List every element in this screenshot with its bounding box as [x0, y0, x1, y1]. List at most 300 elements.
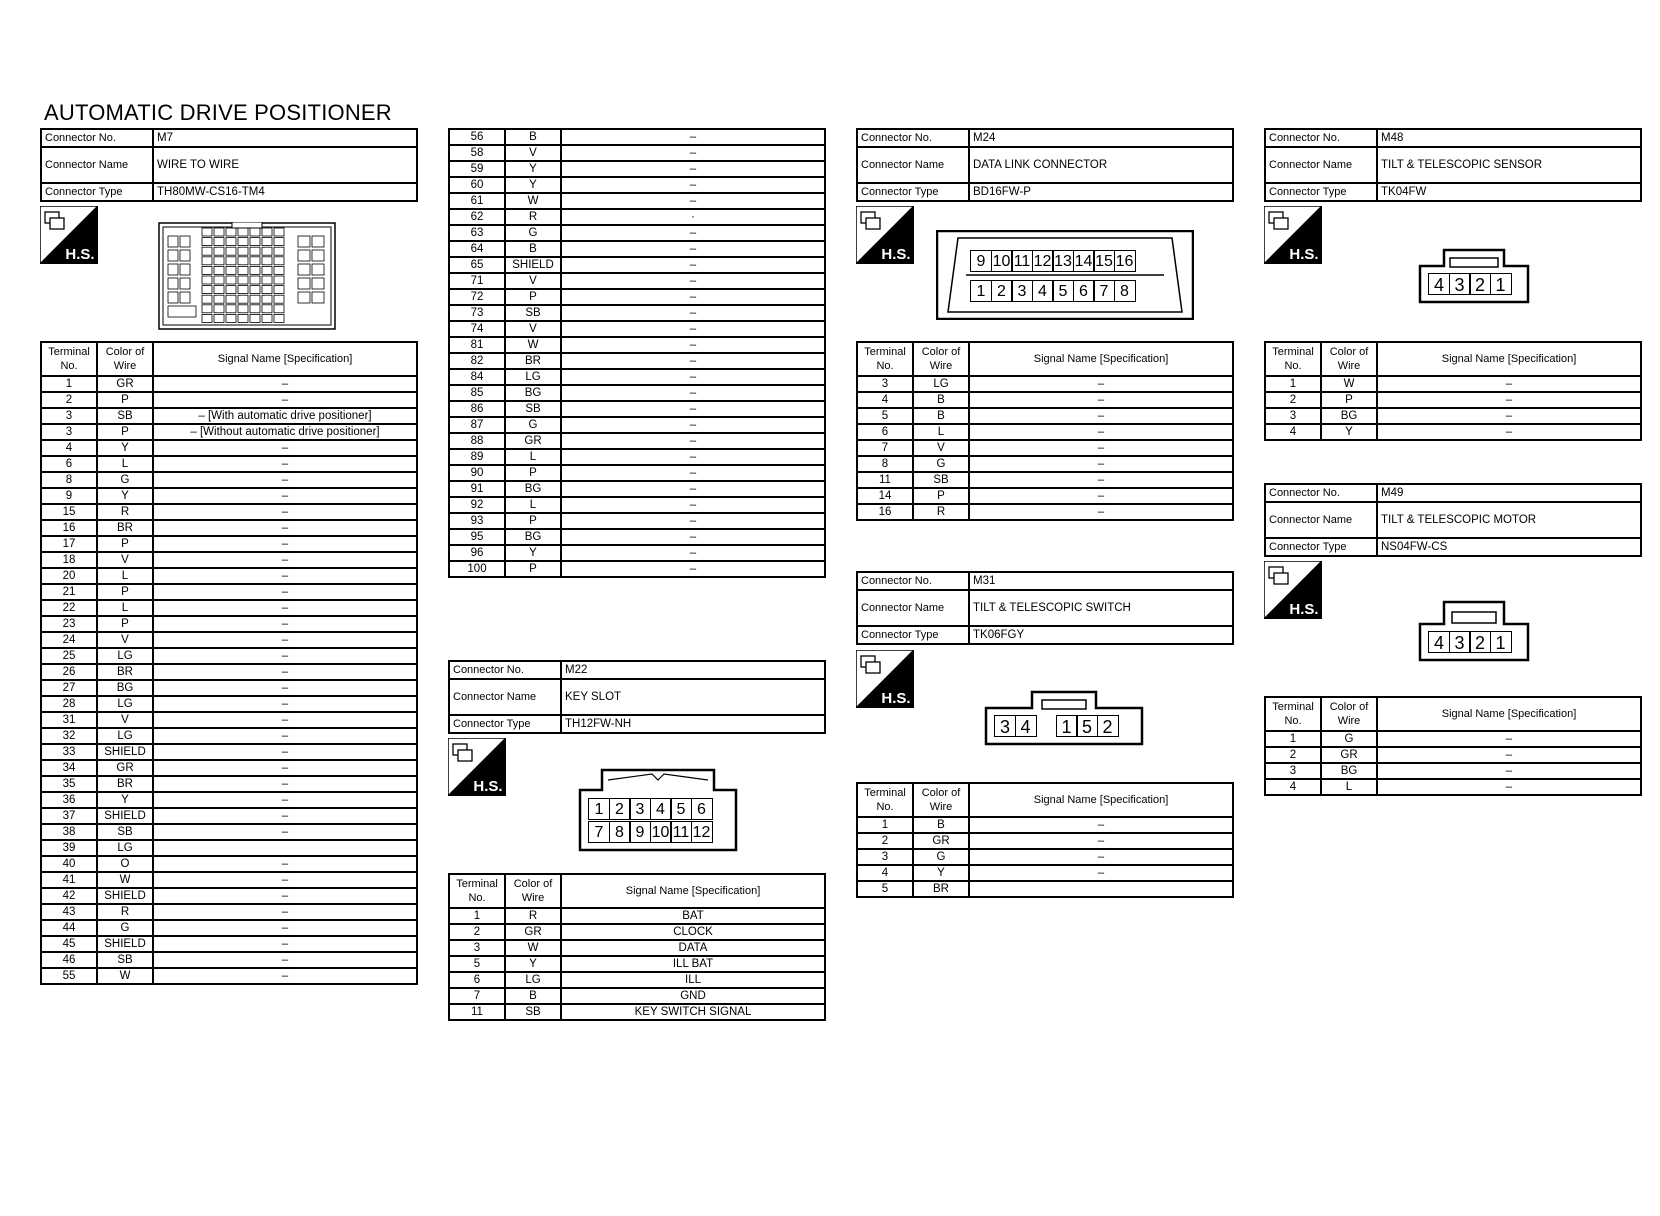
terminal-row [41, 520, 417, 536]
terminal-row [41, 536, 417, 552]
m48-header-table [1264, 128, 1642, 202]
signal-name: – [153, 456, 417, 472]
terminal-no: 35 [41, 776, 97, 792]
signal-name: – [1377, 392, 1641, 408]
signal-name: – [561, 225, 825, 241]
terminal-no: 7 [449, 988, 505, 1004]
signal-name: – [153, 792, 417, 808]
m22-connector [448, 660, 826, 734]
terminal-no: 6 [857, 424, 913, 440]
terminal-row [41, 552, 417, 568]
wire-color: LG [97, 840, 153, 856]
terminal-no: 2 [41, 392, 97, 408]
m7-terminal-table-a [40, 341, 418, 985]
wire-color: P [1321, 392, 1377, 408]
terminal-no: 3 [857, 849, 913, 865]
terminal-no: 24 [41, 632, 97, 648]
wire-color: SHIELD [97, 744, 153, 760]
terminal-row [857, 440, 1233, 456]
wire-color: V [97, 632, 153, 648]
wire-color: L [97, 456, 153, 472]
terminal-no: 32 [41, 728, 97, 744]
terminal-no: 65 [449, 257, 505, 273]
signal-name-header: Signal Name [Specification] [1377, 342, 1641, 376]
terminal-row [41, 904, 417, 920]
terminal-no: 3 [1265, 408, 1321, 424]
signal-name: – [561, 417, 825, 433]
m7-pin-cell [250, 276, 260, 284]
terminal-row [449, 241, 825, 257]
terminal-row [449, 529, 825, 545]
signal-name: – [153, 936, 417, 952]
m31-header-table [856, 571, 1234, 645]
connector-pin: 4 [650, 798, 672, 820]
terminal-row [857, 408, 1233, 424]
signal-name: CLOCK [561, 924, 825, 940]
m31-connector-face-diagram [984, 690, 1144, 746]
terminal-no: 91 [449, 481, 505, 497]
wire-color: G [913, 849, 969, 865]
m49-header-table [1264, 483, 1642, 557]
m7-pin-cell [298, 250, 310, 261]
wire-color: GR [1321, 747, 1377, 763]
m7-pin-cell [214, 238, 224, 246]
wire-color: GR [505, 924, 561, 940]
signal-name: – [561, 305, 825, 321]
terminal-row [41, 920, 417, 936]
terminal-row [1265, 408, 1641, 424]
wire-color: V [505, 273, 561, 289]
signal-name: – [969, 424, 1233, 440]
terminal-no: 42 [41, 888, 97, 904]
m7-pin-cell [214, 228, 224, 236]
m49-connector-face-diagram [1418, 600, 1530, 662]
m7-pin-cell [214, 295, 224, 303]
signal-name: – [561, 369, 825, 385]
terminal-no: 4 [1265, 779, 1321, 795]
terminal-row [449, 481, 825, 497]
connector-name-label: Connector Name [449, 679, 561, 715]
terminal-row [857, 504, 1233, 520]
wire-color: Y [505, 177, 561, 193]
terminal-row [449, 972, 825, 988]
signal-name: – [561, 529, 825, 545]
terminal-row [449, 273, 825, 289]
terminal-row [857, 865, 1233, 881]
terminal-row [449, 321, 825, 337]
terminal-row [41, 392, 417, 408]
m24-terminal-table [856, 341, 1234, 521]
wire-color: BG [505, 385, 561, 401]
connector-name-label: Connector Name [857, 590, 969, 626]
wire-color: Y [97, 488, 153, 504]
page-title: AUTOMATIC DRIVE POSITIONER [44, 100, 392, 125]
m7-pin-cell [226, 238, 236, 246]
wire-color: BR [913, 881, 969, 897]
terminal-row [449, 193, 825, 209]
terminal-no: 31 [41, 712, 97, 728]
wire-color: Y [913, 865, 969, 881]
signal-name: – [561, 177, 825, 193]
terminal-row [857, 376, 1233, 392]
m31-connector-type: TK06FGY [969, 626, 1233, 644]
connector-type-label: Connector Type [449, 715, 561, 733]
terminal-no: 71 [449, 273, 505, 289]
wire-color: BG [1321, 763, 1377, 779]
m7-pin-cell [238, 286, 248, 294]
m7-pin-cell [250, 286, 260, 294]
terminal-no: 2 [857, 833, 913, 849]
terminal-row [41, 664, 417, 680]
terminal-no: 5 [449, 956, 505, 972]
m7-pin-cell [168, 236, 178, 247]
connector-no-label: Connector No. [1265, 129, 1377, 147]
m7-pin-cell [274, 266, 284, 274]
terminal-row [449, 209, 825, 225]
m7-pin-cell [298, 264, 310, 275]
signal-name: – [153, 952, 417, 968]
wire-color: P [505, 513, 561, 529]
connector-pin: 14 [1073, 250, 1095, 272]
m24-connector-type: BD16FW-P [969, 183, 1233, 201]
terminal-row [449, 385, 825, 401]
wire-color: G [505, 417, 561, 433]
signal-name-header: Signal Name [Specification] [561, 874, 825, 908]
terminal-no: 82 [449, 353, 505, 369]
m7-pin-cell [168, 250, 178, 261]
connector-pin: 1 [1056, 715, 1078, 737]
connector-pin: 7 [1093, 280, 1115, 302]
signal-name: – [153, 568, 417, 584]
wire-color: LG [505, 972, 561, 988]
terminal-row [449, 145, 825, 161]
signal-name: – [969, 440, 1233, 456]
signal-name-header: Signal Name [Specification] [153, 342, 417, 376]
m7-pin-cell [250, 257, 260, 265]
terminal-row [449, 257, 825, 273]
terminal-no: 39 [41, 840, 97, 856]
terminal-no: 46 [41, 952, 97, 968]
signal-name: – [153, 616, 417, 632]
signal-name: – [561, 433, 825, 449]
signal-name: – [153, 680, 417, 696]
terminal-no: 8 [857, 456, 913, 472]
terminal-row [449, 1004, 825, 1020]
m7-pin-cell [274, 257, 284, 265]
wire-color: W [505, 940, 561, 956]
m7-terminal-table-b [448, 128, 826, 578]
signal-name-header: Signal Name [Specification] [969, 342, 1233, 376]
m24-connector [856, 128, 1234, 202]
wire-color: BR [97, 776, 153, 792]
wire-color: GR [97, 376, 153, 392]
m49-connector-name: TILT & TELESCOPIC MOTOR [1377, 502, 1641, 538]
terminal-row [41, 376, 417, 392]
wire-color: G [913, 456, 969, 472]
m7-connector-type: TH80MW-CS16-TM4 [153, 183, 417, 201]
signal-name: – [561, 561, 825, 577]
color-of-wire-header: Color of Wire [1321, 342, 1377, 376]
terminal-no: 11 [857, 472, 913, 488]
terminal-row [41, 824, 417, 840]
m7-pin-cell [238, 314, 248, 322]
terminal-row [449, 465, 825, 481]
wire-color: V [505, 321, 561, 337]
m7-pin-cell [202, 286, 212, 294]
terminal-row [449, 305, 825, 321]
m24-connector-face-diagram [936, 230, 1194, 320]
m7-pin-cell [202, 247, 212, 255]
terminal-no: 36 [41, 792, 97, 808]
m24-connector-no: M24 [969, 129, 1233, 147]
m7-pin-cell [180, 278, 190, 289]
terminal-no: 14 [857, 488, 913, 504]
connector-pin: 3 [629, 798, 651, 820]
terminal-row [449, 561, 825, 577]
connector-type-label: Connector Type [1265, 183, 1377, 201]
m22-terminal-table [448, 873, 826, 1021]
terminal-no: 38 [41, 824, 97, 840]
signal-name: ILL BAT [561, 956, 825, 972]
terminal-no: 6 [449, 972, 505, 988]
signal-name: – [561, 481, 825, 497]
m7-pin-cell [226, 266, 236, 274]
terminal-no: 17 [41, 536, 97, 552]
connector-type-label: Connector Type [41, 183, 153, 201]
wire-color: L [1321, 779, 1377, 795]
terminal-no: 4 [1265, 424, 1321, 440]
connector-pin: 1 [1490, 273, 1512, 295]
signal-name: BAT [561, 908, 825, 924]
signal-name: – [1377, 424, 1641, 440]
signal-name: – [561, 545, 825, 561]
terminal-row [449, 401, 825, 417]
wire-color: L [505, 497, 561, 513]
wire-color: SHIELD [97, 808, 153, 824]
connector-no-label: Connector No. [449, 661, 561, 679]
m7-pin-cell [262, 266, 272, 274]
m7-pin-cell [180, 250, 190, 261]
terminal-row [449, 353, 825, 369]
m7-pin-cell [274, 314, 284, 322]
wire-color: V [97, 712, 153, 728]
signal-name: – [561, 289, 825, 305]
hs-harness-side-icon [1264, 561, 1322, 619]
signal-name-header: Signal Name [Specification] [1377, 697, 1641, 731]
terminal-no: 88 [449, 433, 505, 449]
terminal-row [41, 808, 417, 824]
hs-label: H.S. [65, 246, 95, 263]
signal-name: – [153, 632, 417, 648]
signal-name: – [153, 552, 417, 568]
terminal-no: 2 [1265, 392, 1321, 408]
hs-harness-side-icon [1264, 206, 1322, 264]
signal-name: – [153, 600, 417, 616]
connector-pin: 15 [1093, 250, 1115, 272]
terminal-row [449, 908, 825, 924]
signal-name [969, 881, 1233, 897]
m49-connector-type: NS04FW-CS [1377, 538, 1641, 556]
signal-name [153, 840, 417, 856]
terminal-row [449, 545, 825, 561]
terminal-row [857, 849, 1233, 865]
wire-color: R [97, 904, 153, 920]
wire-color: SHIELD [97, 888, 153, 904]
wire-color: BG [505, 481, 561, 497]
connector-pin: 12 [691, 821, 713, 843]
m7-pin-cell [250, 266, 260, 274]
signal-name: – [153, 440, 417, 456]
wire-color: R [505, 209, 561, 225]
m22-connector-type: TH12FW-NH [561, 715, 825, 733]
connector-pin: 2 [1469, 631, 1491, 653]
terminal-no: 16 [857, 504, 913, 520]
m7-pin-cell [202, 266, 212, 274]
terminal-no-header: Terminal No. [449, 874, 505, 908]
terminal-row [41, 776, 417, 792]
terminal-row [41, 408, 417, 424]
wire-color: B [913, 408, 969, 424]
terminal-row [41, 952, 417, 968]
wire-color: BR [97, 520, 153, 536]
m7-pin-cell [274, 276, 284, 284]
wire-color: LG [505, 369, 561, 385]
terminal-row [41, 632, 417, 648]
wire-color: SHIELD [97, 936, 153, 952]
signal-name: – [153, 712, 417, 728]
m31-connector-name: TILT & TELESCOPIC SWITCH [969, 590, 1233, 626]
terminal-no: 2 [449, 924, 505, 940]
signal-name: – [969, 472, 1233, 488]
connector-pin: 8 [609, 821, 631, 843]
m7-pin-cell [202, 257, 212, 265]
signal-name: – [153, 968, 417, 984]
terminal-no: 1 [41, 376, 97, 392]
terminal-row [41, 488, 417, 504]
terminal-row [1265, 731, 1641, 747]
m48-connector-face-diagram [1418, 248, 1530, 304]
m7-pin-cell [168, 306, 196, 317]
terminal-no: 27 [41, 680, 97, 696]
wire-color: SB [97, 952, 153, 968]
signal-name: – [153, 504, 417, 520]
connector-pin: 10 [650, 821, 672, 843]
m49-connector [1264, 483, 1642, 557]
m7-header-table [40, 128, 418, 202]
signal-name-header: Signal Name [Specification] [969, 783, 1233, 817]
wire-color: G [97, 920, 153, 936]
terminal-no: 1 [1265, 376, 1321, 392]
signal-name: – [153, 472, 417, 488]
terminal-no: 6 [41, 456, 97, 472]
wire-color: V [97, 552, 153, 568]
wire-color: W [505, 337, 561, 353]
signal-name: ILL [561, 972, 825, 988]
terminal-row [449, 988, 825, 1004]
connector-type-label: Connector Type [857, 183, 969, 201]
terminal-no: 81 [449, 337, 505, 353]
m22-connector-no: M22 [561, 661, 825, 679]
terminal-row [857, 833, 1233, 849]
connector-pin: 2 [1097, 715, 1119, 737]
terminal-no: 56 [449, 129, 505, 145]
m7-pin-cell [238, 295, 248, 303]
m22-header-table [448, 660, 826, 734]
terminal-no: 4 [857, 392, 913, 408]
terminal-no: 28 [41, 696, 97, 712]
signal-name: – [561, 129, 825, 145]
m48-connector-no: M48 [1377, 129, 1641, 147]
terminal-no: 58 [449, 145, 505, 161]
signal-name: GND [561, 988, 825, 1004]
m7-pin-cell [226, 247, 236, 255]
connector-pin: 9 [970, 250, 992, 272]
hs-label: H.S. [473, 778, 503, 795]
connector-pin: 2 [1469, 273, 1491, 295]
signal-name: – [1377, 747, 1641, 763]
m7-pin-cell [250, 247, 260, 255]
signal-name: – [561, 353, 825, 369]
m7-pin-cell [238, 276, 248, 284]
terminal-no: 16 [41, 520, 97, 536]
color-of-wire-header: Color of Wire [1321, 697, 1377, 731]
terminal-no: 59 [449, 161, 505, 177]
terminal-row [41, 840, 417, 856]
m7-pin-cell [298, 236, 310, 247]
signal-name: – [561, 465, 825, 481]
m7-pin-cell [214, 286, 224, 294]
m7-pin-cell [214, 257, 224, 265]
m7-pin-cell [262, 276, 272, 284]
signal-name: – [1377, 763, 1641, 779]
m7-pin-cell [262, 295, 272, 303]
wire-color: SB [913, 472, 969, 488]
terminal-row [41, 456, 417, 472]
wire-color: Y [505, 956, 561, 972]
connector-pin: 3 [994, 715, 1016, 737]
connector-pin: 3 [1449, 273, 1471, 295]
signal-name: – [969, 456, 1233, 472]
m7-pin-cell [202, 314, 212, 322]
signal-name: – [153, 488, 417, 504]
wire-color: W [505, 193, 561, 209]
signal-name: – [561, 337, 825, 353]
signal-name: – [153, 696, 417, 712]
connector-pin: 5 [1076, 715, 1098, 737]
m7-pin-cell [262, 238, 272, 246]
terminal-no: 25 [41, 648, 97, 664]
m7-pin-cell [226, 305, 236, 313]
m7-connector-name: WIRE TO WIRE [153, 147, 417, 183]
terminal-no: 3 [1265, 763, 1321, 779]
connector-no-label: Connector No. [857, 572, 969, 590]
connector-pin: 7 [588, 821, 610, 843]
terminal-no: 90 [449, 465, 505, 481]
signal-name: – [561, 449, 825, 465]
wire-color: BG [505, 529, 561, 545]
terminal-no: 8 [41, 472, 97, 488]
wire-color: L [505, 449, 561, 465]
m24-header-table [856, 128, 1234, 202]
wire-color: P [505, 465, 561, 481]
terminal-no: 3 [41, 424, 97, 440]
signal-name: – [561, 145, 825, 161]
terminal-no: 1 [857, 817, 913, 833]
terminal-no: 15 [41, 504, 97, 520]
terminal-row [41, 680, 417, 696]
terminal-row [41, 584, 417, 600]
connector-name-label: Connector Name [41, 147, 153, 183]
